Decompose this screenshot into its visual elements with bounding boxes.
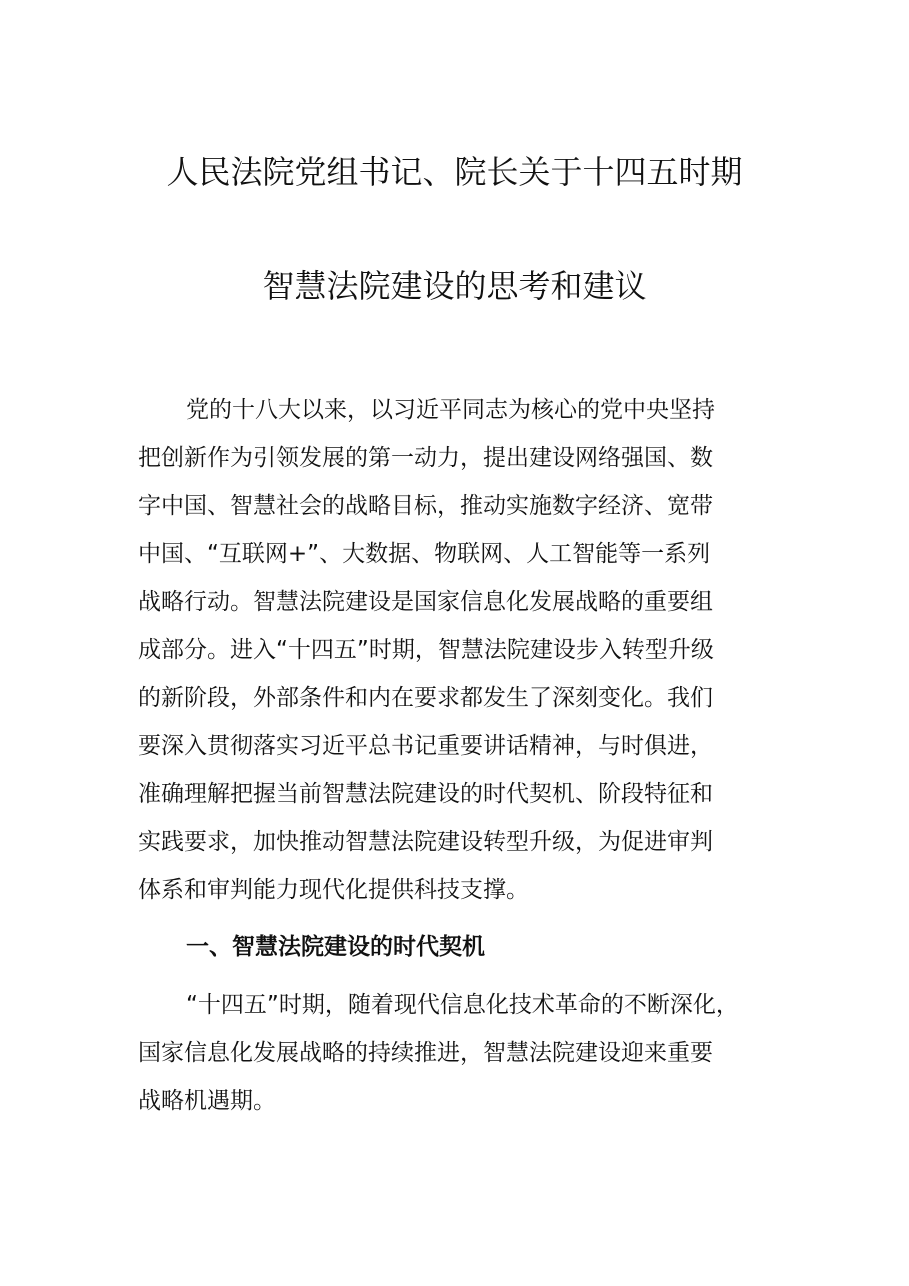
paragraph-1-line: 准确理解把握当前智慧法院建设的时代契机、阶段特征和 bbox=[138, 781, 713, 807]
paragraph-1-line: 战略行动。智慧法院建设是国家信息化发展战略的重要组 bbox=[138, 589, 713, 615]
paragraph-1-line: 字中国、智慧社会的战略目标，推动实施数字经济、宽带 bbox=[138, 493, 713, 519]
paragraph-1-line: 把创新作为引领发展的第一动力，提出建设网络强国、数 bbox=[138, 445, 713, 471]
section-1-heading: 一、智慧法院建设的时代契机 bbox=[186, 934, 485, 960]
paragraph-1-line: 中国、“互联网+”、大数据、物联网、人工智能等一系列 bbox=[138, 541, 711, 567]
paragraph-1-line: 的新阶段，外部条件和内在要求都发生了深刻变化。我们 bbox=[138, 685, 713, 711]
paragraph-2-line: 战略机遇期。 bbox=[138, 1088, 276, 1114]
paragraph-2-line: “十四五”时期，随着现代信息化技术革命的不断深化， bbox=[186, 992, 739, 1018]
paragraph-1-line: 党的十八大以来，以习近平同志为核心的党中央坚持 bbox=[186, 397, 715, 423]
document-title-line-2: 智慧法院建设的思考和建议 bbox=[262, 267, 647, 305]
paragraph-1-line: 要深入贯彻落实习近平总书记重要讲话精神，与时俱进， bbox=[138, 733, 713, 759]
paragraph-1-line: 体系和审判能力现代化提供科技支撑。 bbox=[138, 877, 529, 903]
paragraph-1-line: 实践要求，加快推动智慧法院建设转型升级，为促进审判 bbox=[138, 829, 713, 855]
paragraph-2-line: 国家信息化发展战略的持续推进，智慧法院建设迎来重要 bbox=[138, 1040, 713, 1066]
document-title-line-1: 人民法院党组书记、院长关于十四五时期 bbox=[166, 153, 743, 191]
paragraph-1-line: 成部分。进入“十四五”时期，智慧法院建设步入转型升级 bbox=[138, 637, 714, 663]
